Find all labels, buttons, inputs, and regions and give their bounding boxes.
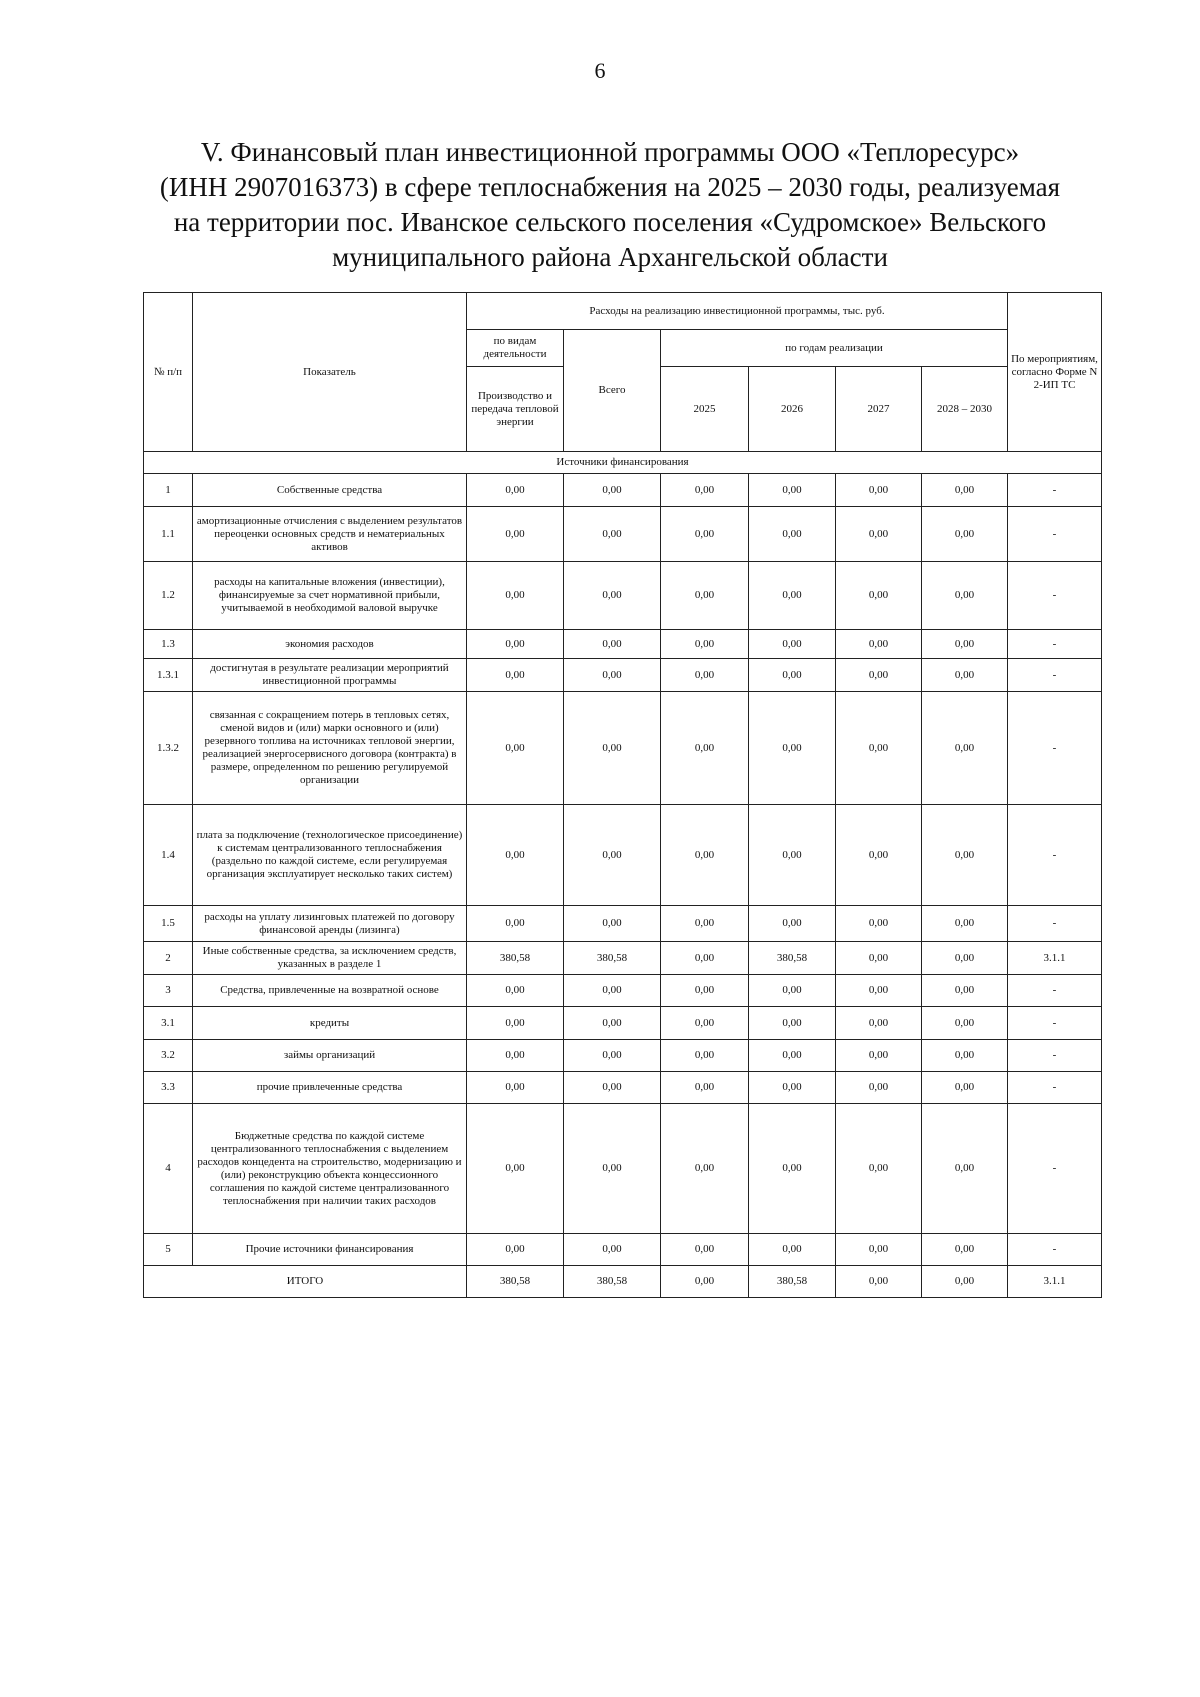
value-total: 0,00	[564, 692, 661, 805]
row-num: 1.4	[144, 805, 193, 906]
row-num: 1.2	[144, 562, 193, 630]
value-total: 0,00	[564, 1234, 661, 1266]
value-2025: 0,00	[661, 1104, 749, 1234]
header-indicator: Показатель	[193, 293, 467, 452]
value-2027: 0,00	[836, 1234, 922, 1266]
value-2027: 0,00	[836, 630, 922, 659]
value-measure: -	[1008, 562, 1102, 630]
value-total: 0,00	[564, 507, 661, 562]
value-2026: 0,00	[749, 562, 836, 630]
row-indicator: кредиты	[193, 1007, 467, 1040]
table-row	[144, 1234, 1102, 1266]
value-2027: 0,00	[836, 942, 922, 975]
itogo-y2028: 0,00	[922, 1266, 1008, 1298]
row-num: 1.3	[144, 630, 193, 659]
value-measure: -	[1008, 906, 1102, 942]
value-2025: 0,00	[661, 1234, 749, 1266]
value-2025: 0,00	[661, 1007, 749, 1040]
value-production: 0,00	[467, 507, 564, 562]
value-2026: 0,00	[749, 975, 836, 1007]
value-measure: -	[1008, 1072, 1102, 1104]
value-production: 0,00	[467, 474, 564, 507]
value-2025: 0,00	[661, 692, 749, 805]
header-by-measures: По мероприятиям, согласно Форме N 2-ИП ТС	[1008, 293, 1102, 452]
table-row	[144, 630, 1102, 659]
value-2028-2030: 0,00	[922, 659, 1008, 692]
value-production: 0,00	[467, 1104, 564, 1234]
value-2028-2030: 0,00	[922, 906, 1008, 942]
value-2027: 0,00	[836, 692, 922, 805]
row-indicator: займы организаций	[193, 1040, 467, 1072]
value-2028-2030: 0,00	[922, 507, 1008, 562]
value-2028-2030: 0,00	[922, 1007, 1008, 1040]
page-number: 6	[594, 58, 606, 83]
value-measure: 3.1.1	[1008, 942, 1102, 975]
row-num: 1.5	[144, 906, 193, 942]
value-production: 0,00	[467, 975, 564, 1007]
value-total: 0,00	[564, 1007, 661, 1040]
header-num: № п/п	[144, 293, 193, 452]
value-production: 0,00	[467, 692, 564, 805]
value-production: 0,00	[467, 659, 564, 692]
value-measure: -	[1008, 1040, 1102, 1072]
value-2026: 0,00	[749, 692, 836, 805]
table-row	[144, 1007, 1102, 1040]
table-row	[144, 805, 1102, 906]
value-total: 0,00	[564, 906, 661, 942]
row-indicator: Иные собственные средства, за исключением средств, указанных в разделе 1	[193, 942, 467, 975]
header-by-years: по годам реализации	[661, 330, 1008, 367]
value-2027: 0,00	[836, 1104, 922, 1234]
value-2025: 0,00	[661, 474, 749, 507]
value-2028-2030: 0,00	[922, 1104, 1008, 1234]
value-total: 0,00	[564, 562, 661, 630]
row-indicator: Средства, привлеченные на возвратной основе	[193, 975, 467, 1007]
row-indicator: Бюджетные средства по каждой системе централизованного теплоснабжения с выделением расходов концедента на строительство, модернизацию и (или) реконструкцию объекта концессионного соглашения по каждой системе централизованного теплоснабжения при наличии таких расходов	[193, 1104, 467, 1234]
value-total: 0,00	[564, 975, 661, 1007]
row-indicator: Собственные средства	[193, 474, 467, 507]
value-2025: 0,00	[661, 1040, 749, 1072]
itogo-y2027: 0,00	[836, 1266, 922, 1298]
value-total: 0,00	[564, 630, 661, 659]
value-production: 0,00	[467, 562, 564, 630]
header-year-2027: 2027	[836, 367, 922, 452]
value-total: 0,00	[564, 659, 661, 692]
value-measure: -	[1008, 1104, 1102, 1234]
table-row	[144, 942, 1102, 975]
row-num: 1	[144, 474, 193, 507]
value-production: 0,00	[467, 1072, 564, 1104]
value-2028-2030: 0,00	[922, 630, 1008, 659]
value-measure: -	[1008, 659, 1102, 692]
itogo-row	[144, 1266, 1102, 1298]
value-2025: 0,00	[661, 942, 749, 975]
value-2025: 0,00	[661, 975, 749, 1007]
row-indicator: расходы на уплату лизинговых платежей по договору финансовой аренды (лизинга)	[193, 906, 467, 942]
row-num: 3.3	[144, 1072, 193, 1104]
value-2026: 380,58	[749, 942, 836, 975]
value-measure: -	[1008, 507, 1102, 562]
row-num: 3.1	[144, 1007, 193, 1040]
header-year-2028-2030: 2028 – 2030	[922, 367, 1008, 452]
header-year-2025: 2025	[661, 367, 749, 452]
row-num: 2	[144, 942, 193, 975]
itogo-label: ИТОГО	[144, 1266, 467, 1298]
value-2026: 0,00	[749, 659, 836, 692]
itogo-measure: 3.1.1	[1008, 1266, 1102, 1298]
value-2026: 0,00	[749, 805, 836, 906]
row-indicator: связанная с сокращением потерь в тепловых сетях, сменой видов и (или) марки основного и (или) резервного топлива на источниках тепловой энергии, реализацией энергосервисного договора (контракта) в размере, определенном по решению регулируемой организации	[193, 692, 467, 805]
row-num: 4	[144, 1104, 193, 1234]
value-2025: 0,00	[661, 562, 749, 630]
value-2025: 0,00	[661, 630, 749, 659]
header-by-activity: по видам деятельности	[467, 330, 564, 367]
itogo-y2026: 380,58	[749, 1266, 836, 1298]
value-measure: -	[1008, 805, 1102, 906]
value-production: 0,00	[467, 630, 564, 659]
itogo-y2025: 0,00	[661, 1266, 749, 1298]
value-2027: 0,00	[836, 474, 922, 507]
financial-plan-table	[143, 292, 1102, 1298]
value-2026: 0,00	[749, 1072, 836, 1104]
value-2028-2030: 0,00	[922, 562, 1008, 630]
value-2027: 0,00	[836, 1007, 922, 1040]
value-production: 0,00	[467, 805, 564, 906]
row-num: 5	[144, 1234, 193, 1266]
table-row	[144, 692, 1102, 805]
table-row	[144, 1072, 1102, 1104]
value-2028-2030: 0,00	[922, 805, 1008, 906]
row-indicator: Прочие источники финансирования	[193, 1234, 467, 1266]
value-measure: -	[1008, 975, 1102, 1007]
value-2028-2030: 0,00	[922, 1072, 1008, 1104]
value-2026: 0,00	[749, 906, 836, 942]
row-indicator: плата за подключение (технологическое присоединение) к системам централизованного теплоснабжения (раздельно по каждой системе, если регулируемая организация эксплуатирует несколько таких систем)	[193, 805, 467, 906]
table-row	[144, 474, 1102, 507]
header-expenses: Расходы на реализацию инвестиционной программы, тыс. руб.	[467, 293, 1008, 330]
row-num: 1.3.1	[144, 659, 193, 692]
value-2026: 0,00	[749, 1040, 836, 1072]
value-2027: 0,00	[836, 1040, 922, 1072]
value-2028-2030: 0,00	[922, 692, 1008, 805]
value-2027: 0,00	[836, 507, 922, 562]
row-indicator: расходы на капитальные вложения (инвестиции), финансируемые за счет нормативной прибыли, учитываемой в необходимой валовой выручке	[193, 562, 467, 630]
table-row	[144, 562, 1102, 630]
table-row	[144, 507, 1102, 562]
value-2028-2030: 0,00	[922, 1040, 1008, 1072]
header-production: Производство и передача тепловой энергии	[467, 367, 564, 452]
value-2026: 0,00	[749, 630, 836, 659]
row-num: 1.3.2	[144, 692, 193, 805]
table-row	[144, 975, 1102, 1007]
value-total: 0,00	[564, 1104, 661, 1234]
row-indicator: прочие привлеченные средства	[193, 1072, 467, 1104]
value-total: 0,00	[564, 474, 661, 507]
row-indicator: экономия расходов	[193, 630, 467, 659]
title-line: муниципального района Архангельской области	[332, 242, 888, 272]
value-total: 0,00	[564, 805, 661, 906]
value-2025: 0,00	[661, 805, 749, 906]
value-2026: 0,00	[749, 1007, 836, 1040]
header-year-2026: 2026	[749, 367, 836, 452]
value-2028-2030: 0,00	[922, 975, 1008, 1007]
value-production: 0,00	[467, 1007, 564, 1040]
value-2028-2030: 0,00	[922, 942, 1008, 975]
table-row	[144, 906, 1102, 942]
header-total: Всего	[564, 330, 661, 452]
table-row	[144, 659, 1102, 692]
value-measure: -	[1008, 630, 1102, 659]
itogo-prod: 380,58	[467, 1266, 564, 1298]
row-num: 1.1	[144, 507, 193, 562]
title-line: на территории пос. Иванское сельского поселения «Судромское» Вельского	[173, 207, 1047, 237]
value-2027: 0,00	[836, 562, 922, 630]
value-measure: -	[1008, 692, 1102, 805]
value-2028-2030: 0,00	[922, 1234, 1008, 1266]
value-2027: 0,00	[836, 805, 922, 906]
value-2026: 0,00	[749, 474, 836, 507]
itogo-total: 380,58	[564, 1266, 661, 1298]
value-2025: 0,00	[661, 507, 749, 562]
row-num: 3	[144, 975, 193, 1007]
value-total: 380,58	[564, 942, 661, 975]
value-production: 0,00	[467, 906, 564, 942]
section-label: Источники финансирования	[144, 452, 1102, 474]
document-title	[130, 135, 1090, 275]
row-indicator: достигнутая в результате реализации мероприятий инвестиционной программы	[193, 659, 467, 692]
value-measure: -	[1008, 1234, 1102, 1266]
value-2027: 0,00	[836, 906, 922, 942]
value-2027: 0,00	[836, 659, 922, 692]
table-row	[144, 1104, 1102, 1234]
value-2025: 0,00	[661, 906, 749, 942]
row-indicator: амортизационные отчисления с выделением результатов переоценки основных средств и нематериальных активов	[193, 507, 467, 562]
value-production: 0,00	[467, 1040, 564, 1072]
value-measure: -	[1008, 474, 1102, 507]
value-2026: 0,00	[749, 1234, 836, 1266]
value-total: 0,00	[564, 1072, 661, 1104]
value-2027: 0,00	[836, 975, 922, 1007]
value-2026: 0,00	[749, 507, 836, 562]
value-2025: 0,00	[661, 659, 749, 692]
row-num: 3.2	[144, 1040, 193, 1072]
value-total: 0,00	[564, 1040, 661, 1072]
value-2028-2030: 0,00	[922, 474, 1008, 507]
value-2025: 0,00	[661, 1072, 749, 1104]
table-row	[144, 1040, 1102, 1072]
value-2027: 0,00	[836, 1072, 922, 1104]
value-2026: 0,00	[749, 1104, 836, 1234]
value-production: 0,00	[467, 1234, 564, 1266]
value-production: 380,58	[467, 942, 564, 975]
value-measure: -	[1008, 1007, 1102, 1040]
title-line: V. Финансовый план инвестиционной программы ООО «Теплоресурс»	[200, 137, 1020, 167]
title-line: (ИНН 2907016373) в сфере теплоснабжения на 2025 – 2030 годы, реализуемая	[159, 172, 1061, 202]
